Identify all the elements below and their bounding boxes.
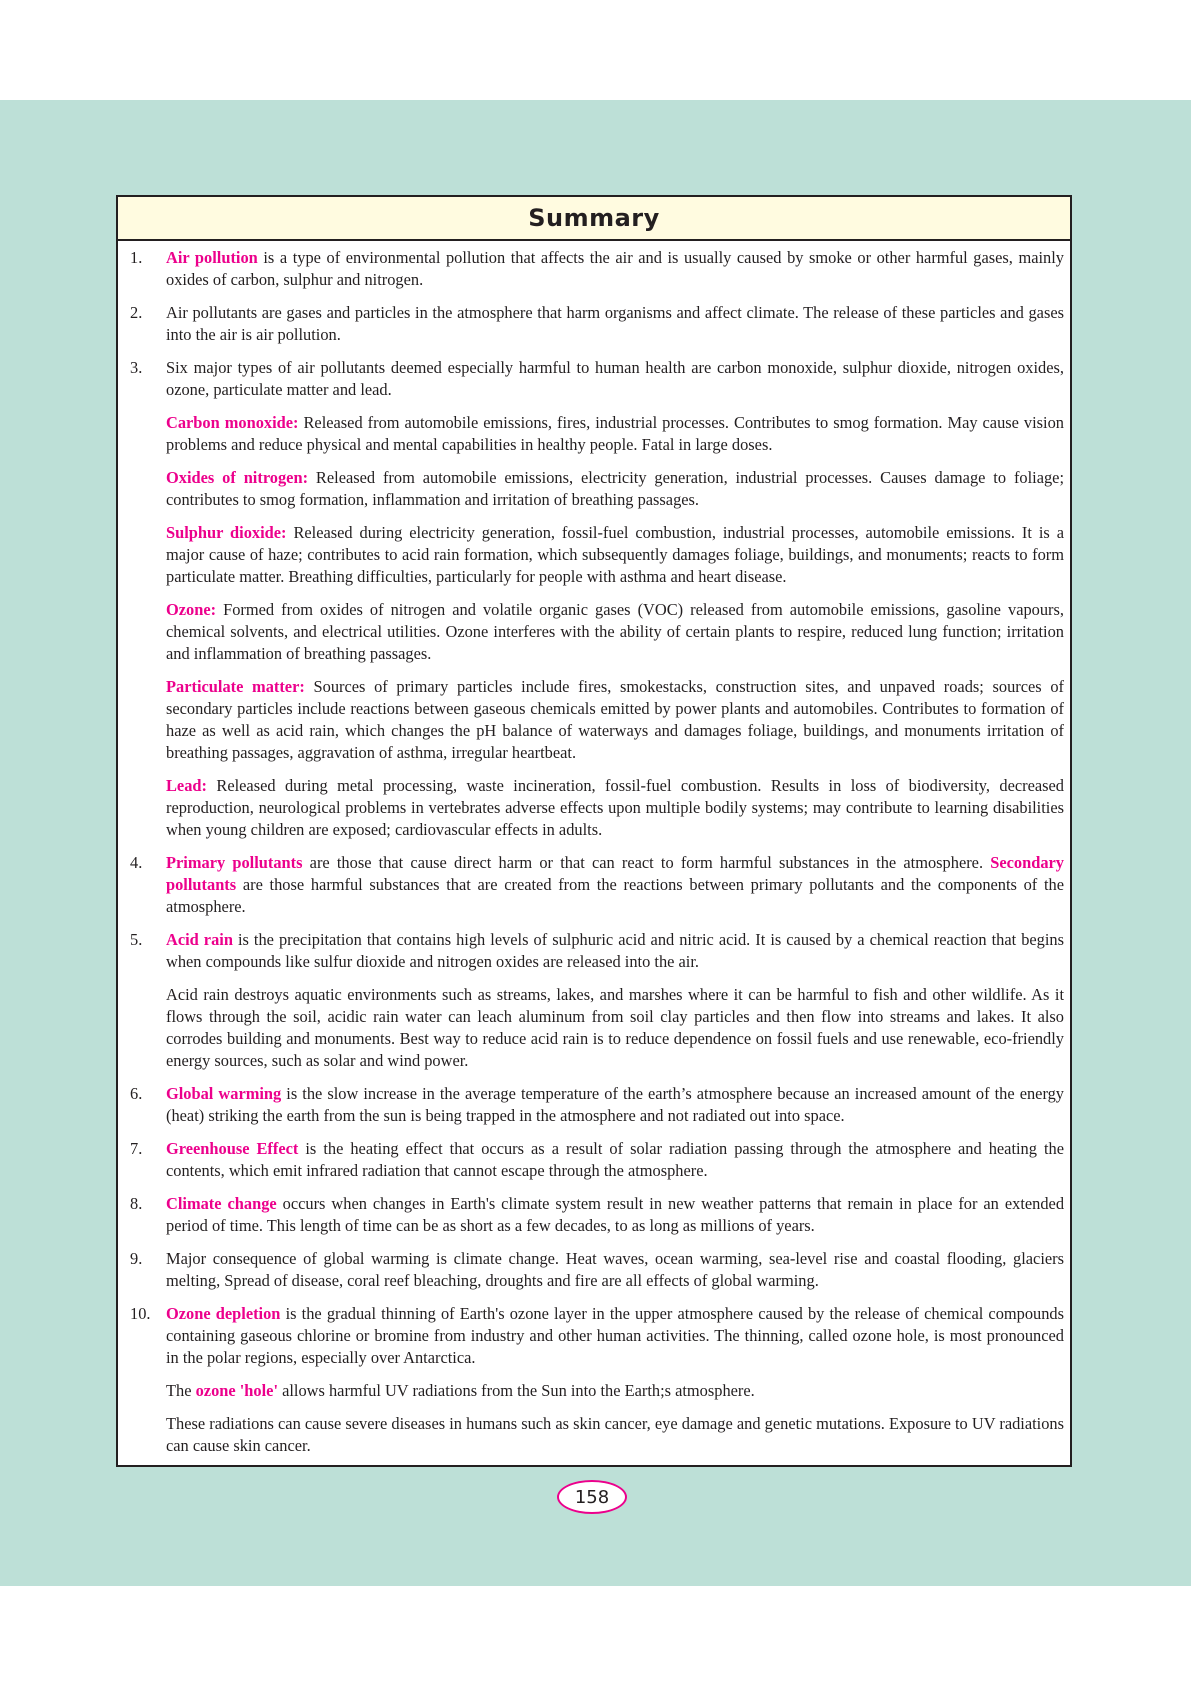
- list-item: [118, 852, 1070, 918]
- key-term: Greenhouse Effect: [166, 1139, 299, 1158]
- key-term: Oxides of nitrogen:: [166, 468, 309, 487]
- page-number: 158: [557, 1480, 627, 1514]
- key-term: Air pollution: [166, 248, 258, 267]
- paragraph-text: is the precipitation that contains high levels of sulphuric acid and nitric acid. It is caused by a chemical reaction that begins when compounds like sulfur dioxide and nitrogen oxides are released into the air.: [166, 930, 1064, 971]
- paragraph-text: Released from automobile emissions, fires, industrial processes. Contributes to smog formation. May cause vision problems and reduce physical and mental capabilities in healthy people. Fatal in large doses.: [166, 413, 1064, 454]
- item-number: 9.: [130, 1249, 143, 1268]
- paragraph-text: These radiations can cause severe diseases in humans such as skin cancer, eye damage and genetic mutations. Exposure to UV radiations can cause skin cancer.: [166, 1414, 1064, 1455]
- summary-header: [118, 197, 1070, 241]
- summary-paragraph: [166, 302, 1064, 346]
- item-number: 8.: [130, 1194, 143, 1213]
- paragraph-text: The: [166, 1381, 196, 1400]
- key-term: Primary pollutants: [166, 853, 303, 872]
- key-term: Particulate matter:: [166, 677, 305, 696]
- key-term: Carbon monoxide:: [166, 413, 299, 432]
- summary-paragraph: [166, 247, 1064, 291]
- paragraph-text: Major consequence of global warming is climate change. Heat waves, ocean warming, sea-level rise and coastal flooding, glaciers melting, Spread of disease, coral reef bleaching, droughts and fire are all effects of global warming.: [166, 1249, 1064, 1290]
- summary-paragraph: [166, 1083, 1064, 1127]
- summary-title: Summary: [528, 204, 660, 232]
- summary-paragraph: [166, 1380, 1064, 1402]
- paragraph-text: are those harmful substances that are created from the reactions between primary pollutants and the components of the atmosphere.: [166, 875, 1064, 916]
- summary-paragraph: [166, 412, 1064, 456]
- paragraph-text: allows harmful UV radiations from the Sun into the Earth;s atmosphere.: [278, 1381, 755, 1400]
- paragraph-text: Six major types of air pollutants deemed especially harmful to human health are carbon monoxide, sulphur dioxide, nitrogen oxides, ozone, particulate matter and lead.: [166, 358, 1064, 399]
- paragraph-text: Released from automobile emissions, electricity generation, industrial processes. Causes damage to foliage; contributes to smog formation, inflammation and irritation of breathing passages.: [166, 468, 1065, 509]
- key-term: Global warming: [166, 1084, 282, 1103]
- item-number: 2.: [130, 303, 143, 322]
- list-item: [118, 357, 1070, 841]
- paragraph-text: Acid rain destroys aquatic environments such as streams, lakes, and marshes where it can be harmful to fish and other wildlife. As it flows through the soil, acidic rain water can leach aluminum from soil clay particles and then flow into streams and lakes. It also corrodes building and monuments. Best way to reduce acid rain is to reduce dependence on fossil fuels and use renewable, eco-friendly energy sources, such as solar and wind power.: [166, 985, 1064, 1070]
- item-number: 4.: [130, 853, 143, 872]
- summary-paragraph: [166, 1413, 1064, 1457]
- list-item: [118, 1193, 1070, 1237]
- item-number: 5.: [130, 930, 143, 949]
- summary-paragraph: [166, 775, 1064, 841]
- paragraph-text: Air pollutants are gases and particles in the atmosphere that harm organisms and affect climate. The release of these particles and gases into the air is air pollution.: [166, 303, 1064, 344]
- list-item: [118, 247, 1070, 291]
- list-item: [118, 1248, 1070, 1292]
- summary-paragraph: [166, 852, 1064, 918]
- summary-paragraph: [166, 929, 1064, 973]
- summary-list: [118, 247, 1070, 1468]
- summary-box: [116, 195, 1072, 1467]
- key-term: Ozone:: [166, 600, 217, 619]
- item-number: 10.: [130, 1304, 151, 1323]
- summary-paragraph: [166, 1138, 1064, 1182]
- list-item: [118, 1083, 1070, 1127]
- key-term: Lead:: [166, 776, 207, 795]
- key-term: Ozone depletion: [166, 1304, 281, 1323]
- paragraph-text: is a type of environmental pollution that affects the air and is usually caused by smoke or other harmful gases, mainly oxides of carbon, sulphur and nitrogen.: [166, 248, 1064, 289]
- list-item: [118, 929, 1070, 1072]
- paragraph-text: is the gradual thinning of Earth's ozone layer in the upper atmosphere caused by the release of chemical compounds containing gaseous chlorine or bromine from industry and other human activities. The thinning, called ozone hole, is most pronounced in the polar regions, especially over Antarctica.: [166, 1304, 1064, 1367]
- list-item: [118, 302, 1070, 346]
- paragraph-text: Formed from oxides of nitrogen and volatile organic gases (VOC) released from automobile emissions, gasoline vapours, chemical solvents, and electrical utilities. Ozone interferes with the ability of certain plants to respire, reduced lung function; irritation and inflammation of breathing passages.: [166, 600, 1064, 663]
- summary-paragraph: [166, 1193, 1064, 1237]
- list-item: [118, 1303, 1070, 1457]
- item-number: 7.: [130, 1139, 143, 1158]
- key-term: Climate change: [166, 1194, 277, 1213]
- item-number: 1.: [130, 248, 143, 267]
- summary-paragraph: [166, 599, 1064, 665]
- summary-paragraph: [166, 1248, 1064, 1292]
- key-term: Secondary pollutants: [166, 853, 1064, 894]
- summary-paragraph: [166, 676, 1064, 764]
- paragraph-text: is the heating effect that occurs as a result of solar radiation passing through the atmosphere and heating the contents, which emit infrared radiation that cannot escape through the atmosphere.: [166, 1139, 1064, 1180]
- item-number: 3.: [130, 358, 143, 377]
- paragraph-text: is the slow increase in the average temperature of the earth’s atmosphere because an increased amount of the energy (heat) striking the earth from the sun is being trapped in the atmosphere and not radiated out into space.: [166, 1084, 1064, 1125]
- paragraph-text: are those that cause direct harm or that can react to form harmful substances in the atmosphere.: [302, 853, 991, 872]
- paragraph-text: Released during metal processing, waste incineration, fossil-fuel combustion. Results in loss of biodiversity, decreased reproduction, neurological problems in vertebrates adverse effects upon multiple bodily systems; may contribute to learning disabilities when young children are exposed; cardiovascular effects in adults.: [166, 776, 1064, 839]
- summary-paragraph: [166, 467, 1064, 511]
- key-term: Sulphur dioxide:: [166, 523, 287, 542]
- summary-paragraph: [166, 1303, 1064, 1369]
- paragraph-text: Sources of primary particles include fires, smokestacks, construction sites, and unpaved roads; sources of secondary particles include reactions between gaseous chemicals emitted by power plants and automobiles. Contributes to formation of haze as well as acid rain, which changes the pH balance of waterways and damages foliage, buildings, and monuments irritation of breathing passages, aggravation of asthma, irregular heartbeat.: [166, 677, 1064, 762]
- key-term: ozone 'hole': [195, 1381, 278, 1400]
- key-term: Acid rain: [166, 930, 233, 949]
- paragraph-text: Released during electricity generation, fossil-fuel combustion, industrial processes, automobile emissions. It is a major cause of haze; contributes to acid rain formation, which subsequently damages foliage, buildings, and monuments; reacts to form particulate matter. Breathing difficulties, particularly for people with asthma and heart disease.: [166, 523, 1064, 586]
- item-number: 6.: [130, 1084, 143, 1103]
- paragraph-text: occurs when changes in Earth's climate system result in new weather patterns that remain in place for an extended period of time. This length of time can be as short as a few decades, to as long as millions of years.: [166, 1194, 1065, 1235]
- summary-paragraph: [166, 522, 1064, 588]
- summary-paragraph: [166, 984, 1064, 1072]
- summary-paragraph: [166, 357, 1064, 401]
- list-item: [118, 1138, 1070, 1182]
